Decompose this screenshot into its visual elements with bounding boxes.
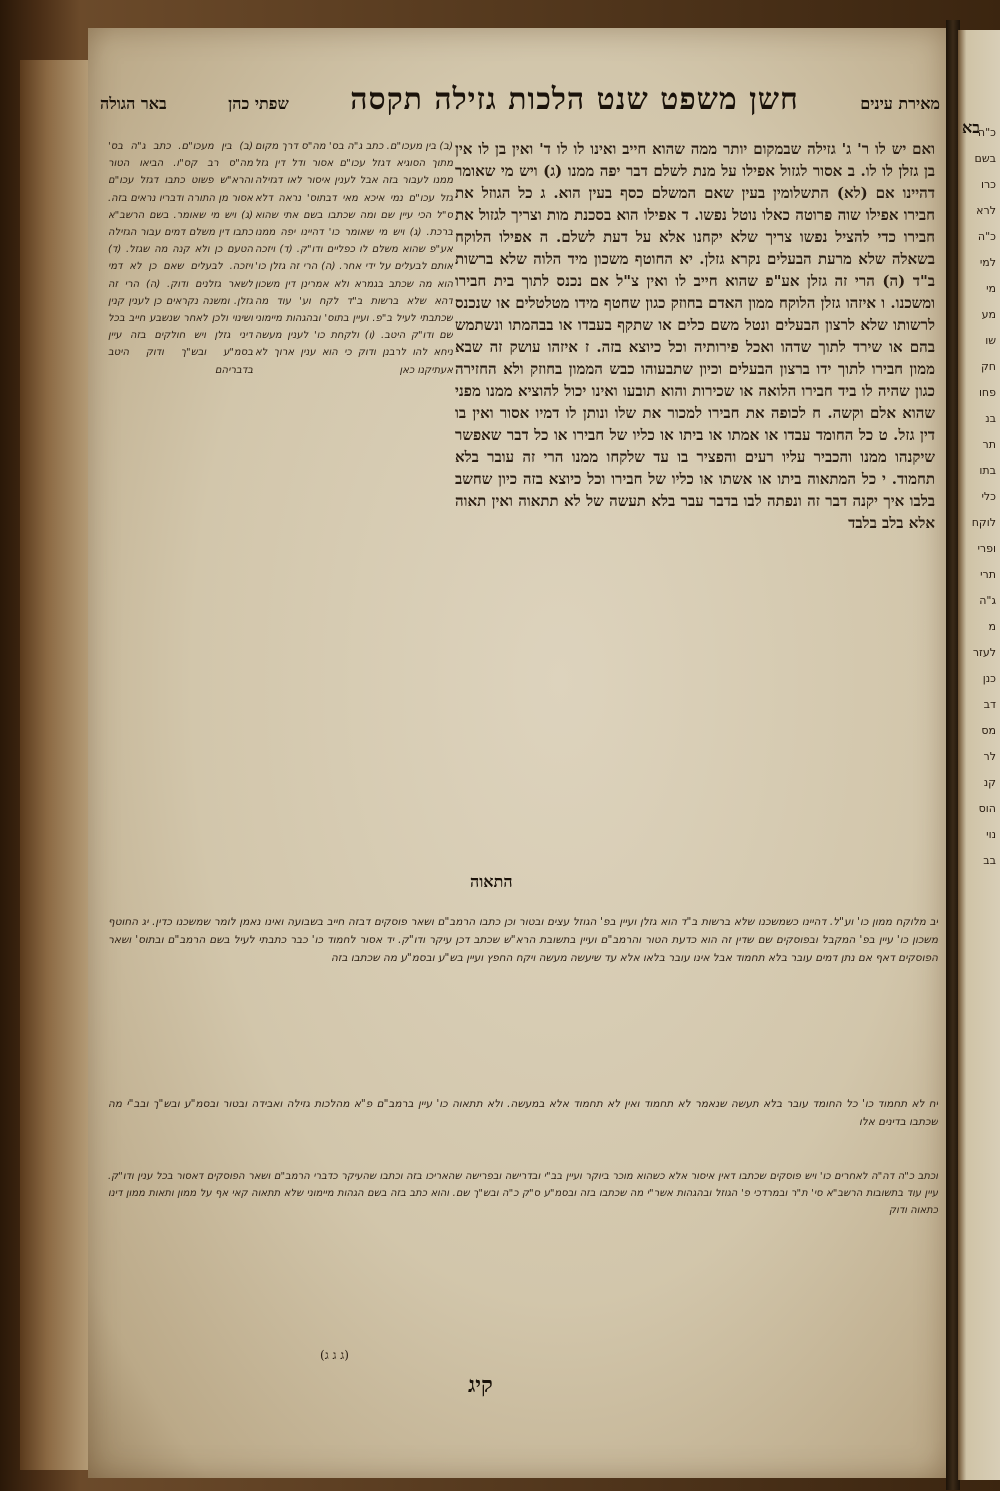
bottom-commentary-2	[108, 1084, 938, 1154]
commentary-column	[108, 138, 253, 898]
gloss-column	[255, 138, 453, 898]
signature-mark: (ג ג ג)	[320, 1348, 349, 1362]
bottom-commentary-3	[108, 1158, 938, 1356]
book-edge	[20, 60, 90, 1470]
bottom-text-3: וכתב כ"ה דה"ה לאחרים כו' ויש פוסקים שכתבו דאין איסור אלא כשהוא מוכר ביוקר ועיין בב"י ובדרישה ובפרישה שהאריכו בזה וכתבו שהעיקר כדברי הרמב"ם ושאר הפוסקים דאסור בכל ענין ודו"ק. עיין עוד בתשובות הרשב"א סי' ת"ר ובמרדכי פ' הגוזל ובהגהות אשר"י מה שכתבו בזה ובסמ"ע ס"ק כ"ה ובש"ך שם. והוא כתב בזה בשם הגהות מיימוני שלא תתאוה קאי אף על ממון ותאות ממון דינו כתאוה ודוק	[108, 1171, 938, 1216]
folio-number: קיג	[468, 1372, 493, 1398]
gloss-text: (ב) בין מעכו"ם. כתב ג"ה בס' מה"ס דרך מקום מתוך הסוגיא דגזל עכו"ם אסור ודל דין גזל ממנו לעבור בזה אבל לענין איסור לאו דגזילה גזל עכו"ם נמי איכא מאי דבתוס' נראה דלא ס"ל הכי עיין שם ומה שכתבו בשם אתי שהוא ברכת. (ג) ויש מי שאומר כו' דהיינו יפה ממנו אע"פ שהוא משלם לו כפליים ודו"ק. (ד) ויזכה אותם לבעלים על ידי אחר. (ה) הרי זה גזלן כו' הוא מה שכתב בגמרא ולא אמרינן דין משכון דהא שלא ברשות ב"ד לקח וע' עוד מה שכתבתי לעיל ב"פ. ועיין בתוס' ובהגהות מיימוני שם ודו"ק היטב. (ו) ולקחת כו' לענין מעשה ניחא להו לרבנן ודוק כי הוא ענין ארוך לא אעתיקנו כאן	[255, 141, 453, 376]
bottom-text-2: יח לא תחמוד כו' כל החומד עובר בלא תעשה שנאמר לא תחמוד ואין לא תחמוד אלא במעשה. ולא תתאוה כו' עיין ברמב"ם פ"א מהלכות גזילה ואבידה ובטור ובסמ"ע ובש"ך ובב"י מה שכתבו בדינים אלו	[108, 1097, 938, 1128]
bottom-commentary-1	[108, 902, 938, 1080]
adjacent-page	[958, 30, 1000, 1480]
bottom-text-1: יב מלוקח ממון כו' וע"ל. דהיינו כשמשכנו שלא ברשות ב"ד הוא גזלן ועיין בפ' הגוזל עצים ובטור וכן כתבו הרמב"ם ושאר פוסקים דבזה חייב בשבועה ואינו נאמן לומר שמשכנו כדין. יג החוטף משכון כו' עיין בפ' המקבל ובפוסקים שם שדין זה הוא כדעת הטור והרמב"ם ועיין בתשובת הרא"ש שכתב דכן עיקר ודו"ק. יד אסור לחמוד כו' כבר כתבתי לעיל בשם הרמב"ם ובתוס' ושאר הפוסקים דאף אם נתן דמים עובר בלא תחמוד אבל אינו עובר בלאו אלא עד שיעשה מעשה ויקח החפץ ועיין בש"ע ובסמ"ע מה שכתבו בזה	[108, 915, 938, 964]
section-heading: התאוה	[470, 872, 513, 891]
main-text: ואם יש לו ר' ג' גזילה שבמקום יותר ממה שהוא חייב ואינו לו לו ד' ואין בן לו אין בן גזלן לו לו. ב אסור לגזול אפילו על מנת לשלם דבר יפה ממנו (ג) ויש מי שאומר דהיינו אם (לא) התשלומין בעין שאם המשלם כסף בעין הוא. ג כל הגוזל את חבירו אפילו שוה פרוטה כאלו נוטל נפשו. ד אפילו הוא בסכנת מות וצריך לגזול את חבירו כדי להציל נפשו צריך שלא יקחנו אלא על דעת לשלם. ה אפילו הלוקח בשאלה שלא מרעת הבעלים נקרא גזלן. יא החוטף משכון מיד הלוה שלא ברשות ב"ד (ה) הרי זה גזלן אע"פ שהוא חייב לו ואין צ"ל אם נכנס לתוך בית חבירו ומשכנו. ו איזהו גזלן הלוקח ממון האדם בחוזק כגון שחטף מידו מטלטלים או שנכנס לרשותו שלא לרצון הבעלים ונטל משם כלים או שתקף בעבדו או בבהמתו ונשתמש בהם או שירד לתוך שדהו ואכל פירותיה וכל כיוצא בזה. ז איזהו עושק זה שבא ממון חבירו לתוך ידו ברצון הבעלים וכיון שתבעוהו כבש הממון בחוזק ולא החזירה כגון שהיה לו ביד חבירו הלואה או שכירות והוא תובעו ואינו יכול להוציא ממנו מפני שהוא אלם וקשה. ח לכופה את חבירו למכור את שלו ונותן לו דמיו אסור ואין בו דין גזל. ט כל החומד עבדו או אמתו או ביתו או כליו של חבירו או כל דבר שאפשר שיקנהו ממנו והכביר עליו רעים והפציר בו עד שלקחו ממנו הרי זה עובר בלא תחמוד. י כל המתאוה ביתו או אשתו או כליו של חבירו וכל כיוצא בזה כיון שחשב בלבו איך יקנה דבר זה ונפתה לבו בדבר עבר בלא תעשה של לא תתאוה ואין תאוה אלא בלב בלבד	[455, 140, 935, 532]
page-header	[100, 82, 940, 126]
commentary-text: (ב) בין מעכו"ם. כתב ג"ה בס' מה"ס רב קס"ו. הביאו הטור והרא"ש פשוט כתבו דגזל עכו"ם אסור מן התורה ודבריו נראים בזה. (ג) ויש מי שאומר. בשם הרשב"א כתבו דין משלם דמים עבור הגזילה הטעם כן ולא קנה מה שגזל. (ד) ויזכה. לבעלים שאם כן לא דמי לשאר גזלנים ודוק. (ה) הרי זה גזלן. ומשנה נקראים כן לענין קנין ושינוי ולכן לאחר שנשבע חייב בכל דיני גזלן ויש חולקים בזה עיין בסמ"ע ובש"ך ודוק היטב בדבריהם	[108, 141, 253, 376]
page-title: חשן משפט שנט הלכות גזילה תקסה	[350, 82, 799, 117]
adjacent-page-text: כ"ה בשם כרו לרא כ"ה למי מי מע שו חק פחו בנ תר בתו כלי לוקח ופרי תרי ג"ה מ לעזר כנן דב מס לר קנ הוס נוי בב	[971, 126, 996, 867]
header-right-note: באר הגולה	[100, 94, 167, 113]
header-left-note: מאירת עינים	[860, 94, 940, 113]
header-sub: שפתי כהן	[228, 94, 289, 113]
main-text-column	[455, 138, 935, 868]
adjacent-page-header: בא	[962, 118, 980, 137]
